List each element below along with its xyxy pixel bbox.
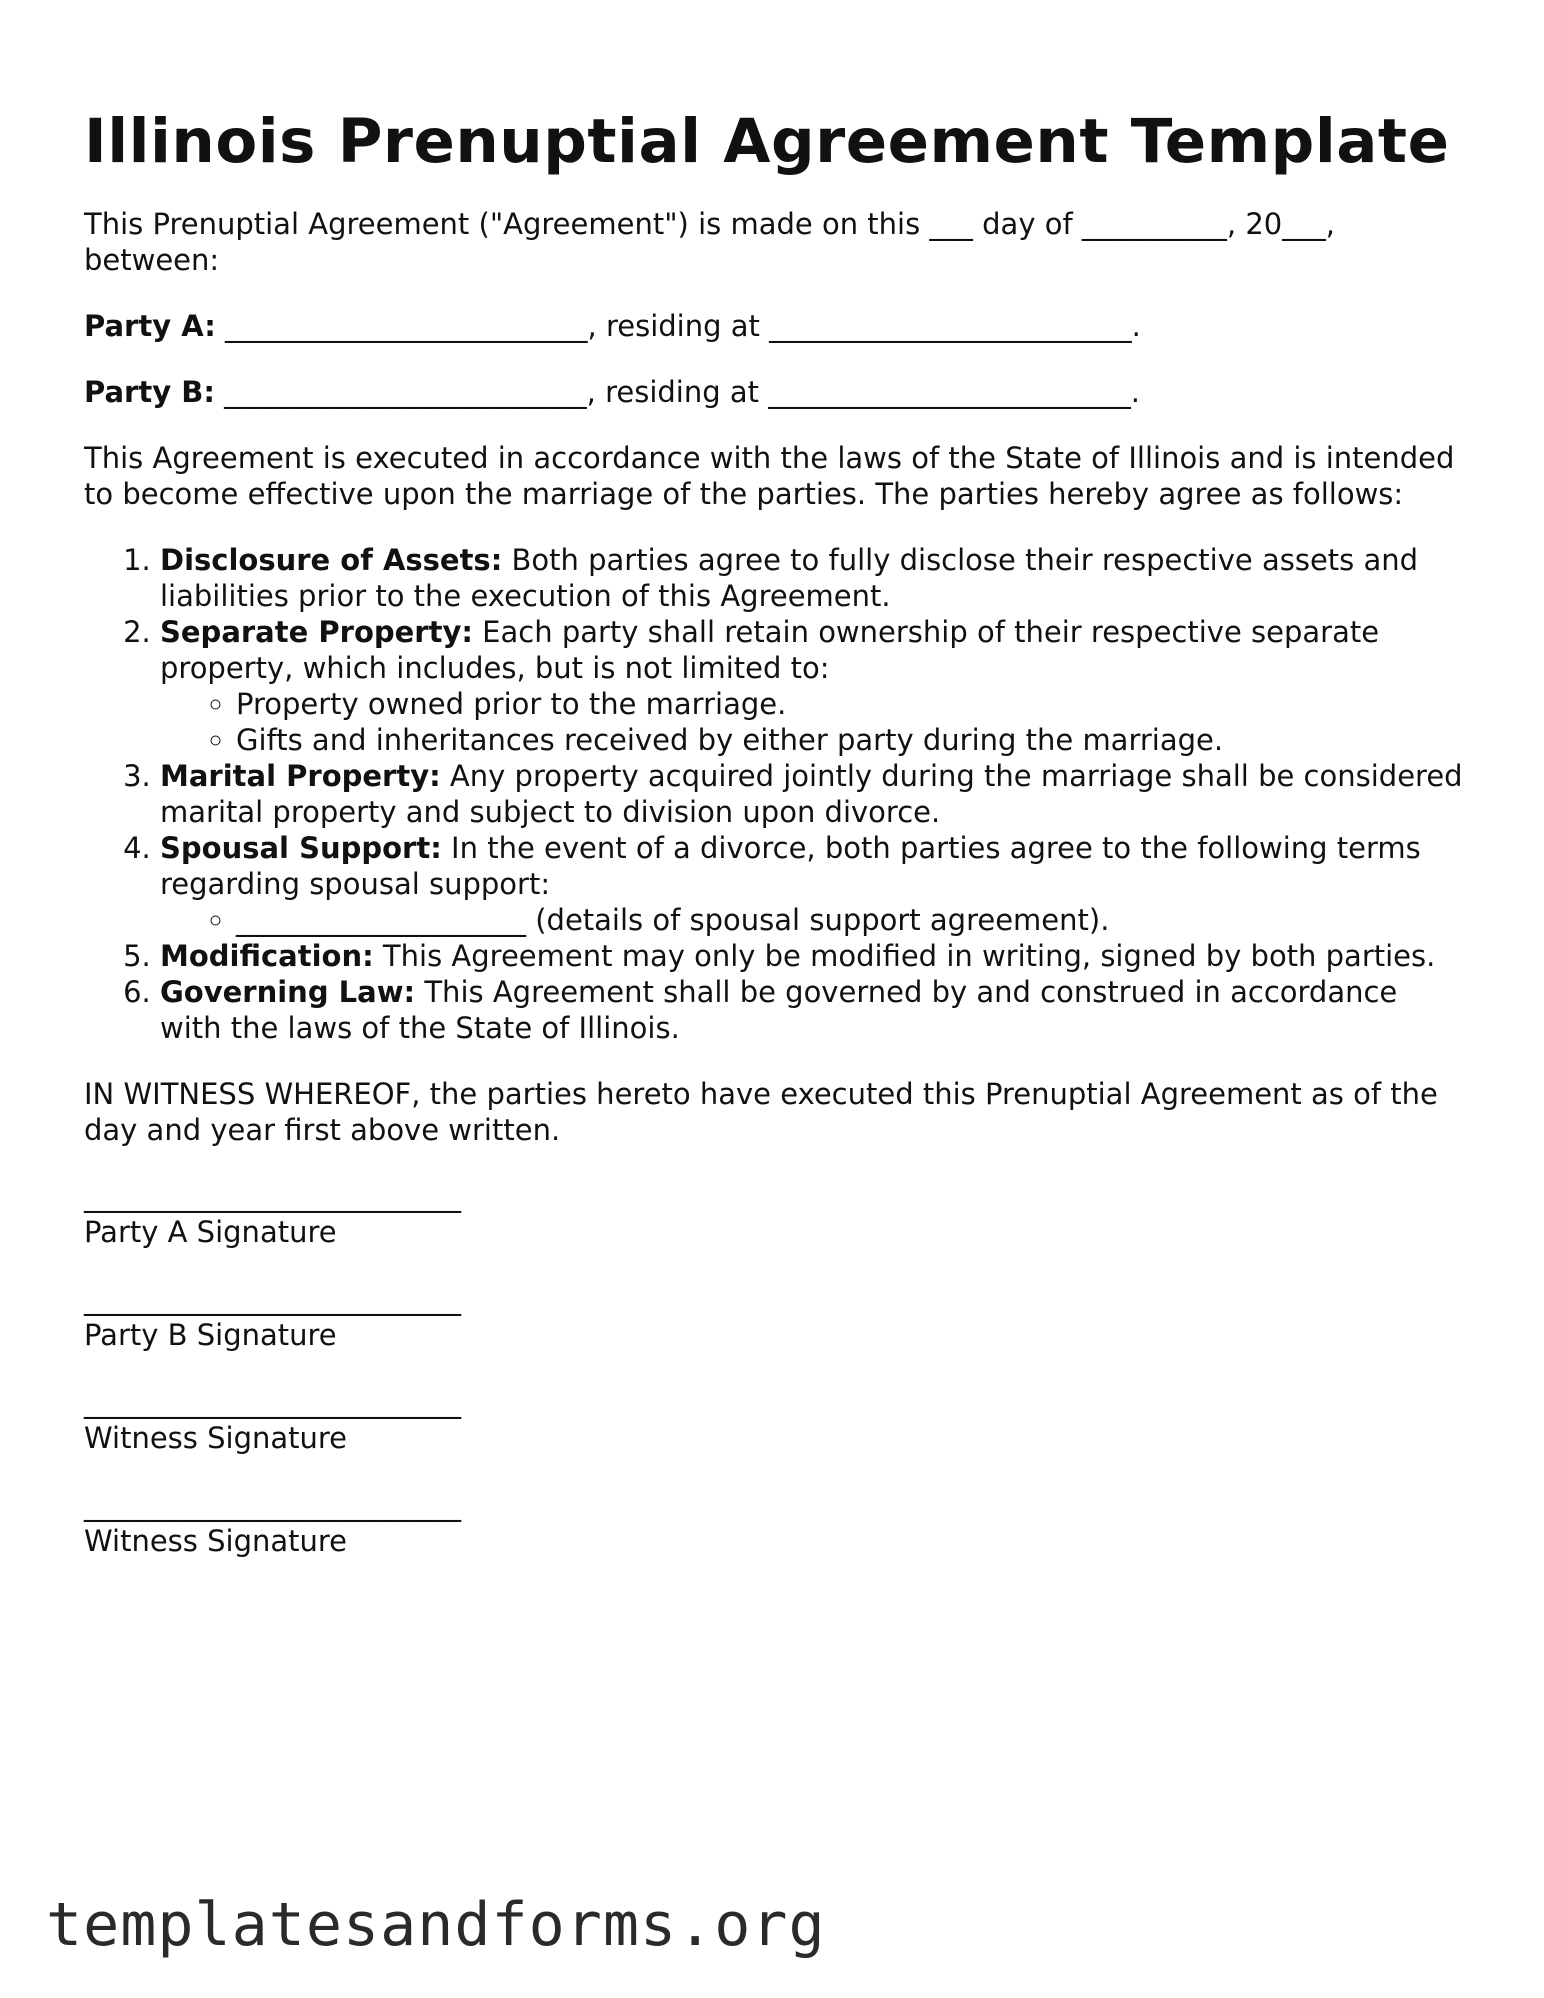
sublist-item: ◦ Gifts and inheritances received by either party during the marriage. bbox=[236, 722, 1464, 758]
term-text: Any property acquired jointly during the marriage shall be considered marital property and subject to division upon divorce. bbox=[160, 759, 1463, 829]
term-text: Both parties agree to fully disclose their respective assets and liabilities prior to the execution of this Agreement. bbox=[160, 543, 1419, 613]
signature-block bbox=[84, 1178, 1464, 1559]
term-text: In the event of a divorce, both parties agree to the following terms regarding spousal support: bbox=[160, 831, 1421, 901]
party-a-blanks: _________________________, residing at _________________________. bbox=[215, 309, 1141, 343]
party-a-label: Party A: bbox=[84, 309, 216, 343]
signature-party-b bbox=[84, 1281, 1464, 1353]
signature-witness-1 bbox=[84, 1384, 1464, 1456]
term-separate-property bbox=[160, 614, 1464, 758]
term-text: Each party shall retain ownership of their respective separate property, which includes, but is not limited to: bbox=[160, 615, 1380, 685]
term-heading: Spousal Support: bbox=[160, 831, 442, 865]
term-text: This Agreement may only be modified in writing, signed by both parties. bbox=[373, 939, 1436, 973]
term-governing-law bbox=[160, 974, 1464, 1046]
term-modification bbox=[160, 938, 1464, 974]
party-a-line bbox=[84, 308, 1464, 344]
term-disclosure-of-assets bbox=[160, 542, 1464, 614]
term-marital-property bbox=[160, 758, 1464, 830]
signature-party-a bbox=[84, 1178, 1464, 1250]
sublist-item: ◦ ____________________ (details of spousal support agreement). bbox=[236, 902, 1464, 938]
signature-line: __________________________ bbox=[84, 1282, 461, 1316]
signature-line: __________________________ bbox=[84, 1385, 461, 1419]
term-heading: Governing Law: bbox=[160, 975, 416, 1009]
party-b-label: Party B: bbox=[84, 375, 215, 409]
signature-label: Witness Signature bbox=[84, 1524, 348, 1558]
terms-list bbox=[84, 542, 1464, 1046]
document-title: Illinois Prenuptial Agreement Template bbox=[84, 106, 1450, 177]
signature-line: __________________________ bbox=[84, 1488, 461, 1522]
term-spousal-support bbox=[160, 830, 1464, 938]
separate-property-sublist bbox=[160, 686, 1464, 758]
signature-label: Party B Signature bbox=[84, 1318, 337, 1352]
signature-witness-2 bbox=[84, 1487, 1464, 1559]
party-b-line bbox=[84, 374, 1464, 410]
term-text: This Agreement shall be governed by and construed in accordance with the laws of the State of Illinois. bbox=[160, 975, 1398, 1045]
sublist-item: ◦ Property owned prior to the marriage. bbox=[236, 686, 1464, 722]
signature-label: Witness Signature bbox=[84, 1421, 348, 1455]
party-b-blanks: _________________________, residing at _________________________. bbox=[214, 375, 1140, 409]
spousal-support-sublist bbox=[160, 902, 1464, 938]
document-page bbox=[84, 102, 1464, 1590]
signature-label: Party A Signature bbox=[84, 1215, 337, 1249]
witness-clause: IN WITNESS WHEREOF, the parties hereto have executed this Prenuptial Agreement as of the day and year first above written. bbox=[84, 1077, 1438, 1147]
term-heading: Separate Property: bbox=[160, 615, 473, 649]
term-heading: Marital Property: bbox=[160, 759, 441, 793]
site-watermark: templatesandforms.org bbox=[46, 1890, 826, 1960]
signature-line: __________________________ bbox=[84, 1179, 461, 1213]
term-heading: Modification: bbox=[160, 939, 374, 973]
term-heading: Disclosure of Assets: bbox=[160, 543, 503, 577]
preamble-paragraph: This Agreement is executed in accordance with the laws of the State of Illinois and is intended to become effective upon the marriage of the parties. The parties hereby agree as follows: bbox=[84, 441, 1455, 511]
intro-paragraph: This Prenuptial Agreement ("Agreement") is made on this ___ day of __________, 20___, between: bbox=[84, 207, 1335, 277]
